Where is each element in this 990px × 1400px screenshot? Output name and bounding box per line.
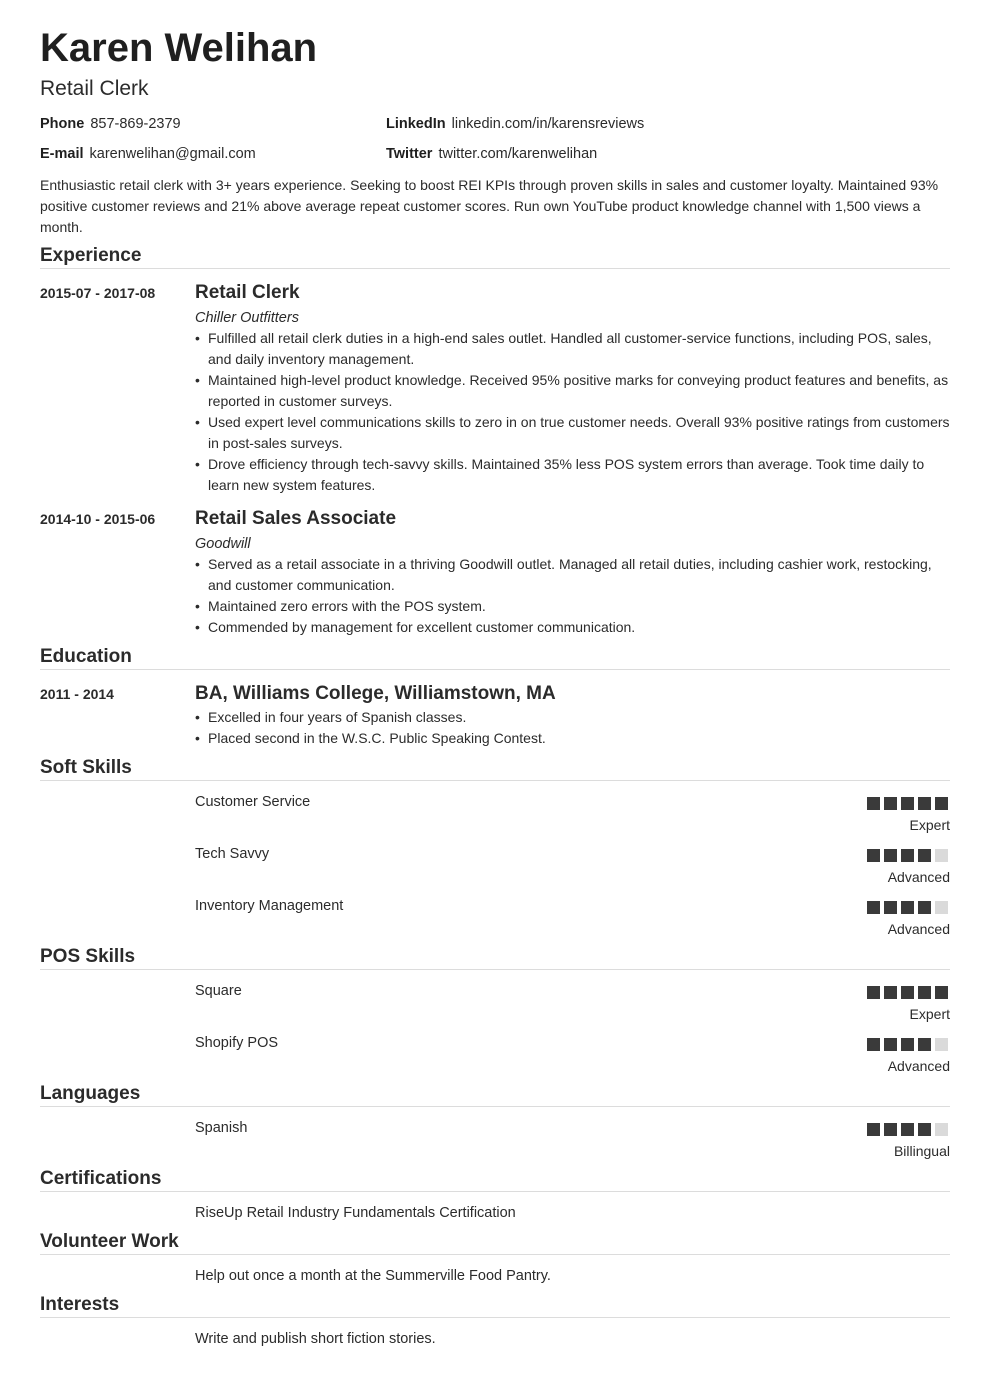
rating-square-filled — [935, 986, 948, 999]
skill-rating — [867, 797, 948, 810]
section-divider — [40, 1106, 950, 1107]
section-divider — [40, 669, 950, 670]
rating-square-filled — [867, 901, 880, 914]
list-item: • Used expert level communications skills to zero in on true customer needs. Overall 93% positive ratings from customers in post-sales surveys. — [195, 412, 955, 454]
rating-square-filled — [867, 1123, 880, 1136]
contact-email — [40, 145, 256, 163]
skill-name: Tech Savvy — [195, 846, 270, 862]
education-degree: BA, Williams College, Williamstown, MA — [195, 683, 556, 704]
job-bullets — [195, 554, 955, 638]
contact-linkedin — [386, 115, 644, 133]
section-title-soft-skills: Soft Skills — [40, 757, 132, 778]
rating-square-empty — [935, 849, 948, 862]
skill-rating — [867, 901, 948, 914]
email-value[interactable]: karenwelihan@gmail.com — [89, 146, 256, 162]
resume-role: Retail Clerk — [40, 77, 149, 100]
section-divider — [40, 1317, 950, 1318]
rating-square-filled — [918, 986, 931, 999]
list-item: • Drove efficiency through tech-savvy skills. Maintained 35% less POS system errors than average. Took time daily to learn new system features. — [195, 454, 955, 496]
rating-square-empty — [935, 1038, 948, 1051]
list-item: • Placed second in the W.S.C. Public Speaking Contest. — [195, 728, 955, 749]
list-item: • Maintained zero errors with the POS system. — [195, 596, 955, 617]
section-title-interests: Interests — [40, 1294, 120, 1315]
list-item: • Commended by management for excellent customer communication. — [195, 617, 955, 638]
rating-square-filled — [884, 849, 897, 862]
resume-name: Karen Welihan — [40, 26, 318, 70]
skill-level: Expert — [909, 1006, 950, 1022]
rating-square-filled — [867, 797, 880, 810]
section-title-languages: Languages — [40, 1083, 141, 1104]
section-divider — [40, 969, 950, 970]
section-title-education: Education — [40, 646, 132, 667]
contact-phone — [40, 115, 181, 133]
education-bullets — [195, 707, 955, 749]
skill-level: Advanced — [887, 869, 950, 885]
rating-square-filled — [918, 849, 931, 862]
language-rating — [867, 1123, 948, 1136]
certification-item: RiseUp Retail Industry Fundamentals Certification — [195, 1205, 516, 1221]
skill-rating — [867, 849, 948, 862]
section-divider — [40, 780, 950, 781]
linkedin-label: LinkedIn — [386, 116, 446, 132]
list-item: • Served as a retail associate in a thriving Goodwill outlet. Managed all retail duties, including cashier work, restocking, and customer communication. — [195, 554, 955, 596]
rating-square-filled — [918, 797, 931, 810]
job-dates: 2014-10 - 2015-06 — [40, 511, 156, 527]
section-divider — [40, 268, 950, 269]
list-item: • Excelled in four years of Spanish classes. — [195, 707, 955, 728]
section-title-pos-skills: POS Skills — [40, 946, 136, 967]
summary-text: Enthusiastic retail clerk with 3+ years experience. Seeking to boost REI KPIs through proven skills in sales and customer loyalty. Maintained 93% positive customer reviews and 21% above average repeat customer scores. Run own YouTube product knowledge channel with 1,500 views a month. — [40, 177, 939, 235]
phone-label: Phone — [40, 116, 85, 132]
list-item: • Fulfilled all retail clerk duties in a high-end sales outlet. Handled all customer-service functions, including POS, sales, and daily inventory management. — [195, 328, 955, 370]
job-bullets — [195, 328, 955, 496]
job-title: Retail Sales Associate — [195, 508, 397, 529]
rating-square-filled — [884, 901, 897, 914]
skill-name: Square — [195, 983, 242, 999]
job-company: Chiller Outfitters — [195, 310, 299, 326]
skill-level: Advanced — [887, 1058, 950, 1074]
section-title-volunteer: Volunteer Work — [40, 1231, 179, 1252]
education-dates: 2011 - 2014 — [40, 686, 114, 702]
rating-square-filled — [935, 797, 948, 810]
rating-square-filled — [867, 986, 880, 999]
list-item: • Maintained high-level product knowledge. Received 95% positive marks for conveying product features and benefits, as reported in customer surveys. — [195, 370, 955, 412]
section-divider — [40, 1254, 950, 1255]
section-title-experience: Experience — [40, 245, 142, 266]
twitter-value[interactable]: twitter.com/karenwelihan — [438, 146, 598, 162]
rating-square-empty — [935, 901, 948, 914]
section-title-certifications: Certifications — [40, 1168, 162, 1189]
skill-rating — [867, 986, 948, 999]
skill-level: Expert — [909, 817, 950, 833]
skill-name: Inventory Management — [195, 898, 344, 914]
language-name: Spanish — [195, 1120, 248, 1136]
rating-square-filled — [901, 849, 914, 862]
rating-square-filled — [901, 797, 914, 810]
rating-square-filled — [884, 986, 897, 999]
rating-square-filled — [901, 1123, 914, 1136]
rating-square-filled — [918, 1123, 931, 1136]
rating-square-filled — [901, 1038, 914, 1051]
phone-value: 857-869-2379 — [90, 116, 181, 132]
rating-square-filled — [901, 901, 914, 914]
rating-square-filled — [901, 986, 914, 999]
job-company: Goodwill — [195, 536, 251, 552]
contact-twitter — [386, 145, 597, 163]
linkedin-value[interactable]: linkedin.com/in/karensreviews — [451, 116, 645, 132]
interest-item: Write and publish short fiction stories. — [195, 1331, 436, 1347]
rating-square-filled — [867, 849, 880, 862]
volunteer-item: Help out once a month at the Summerville Food Pantry. — [195, 1268, 551, 1284]
rating-square-filled — [867, 1038, 880, 1051]
job-dates: 2015-07 - 2017-08 — [40, 285, 156, 301]
twitter-label: Twitter — [386, 146, 433, 162]
rating-square-filled — [918, 901, 931, 914]
email-label: E-mail — [40, 146, 84, 162]
skill-rating — [867, 1038, 948, 1051]
language-level: Billingual — [893, 1143, 950, 1159]
skill-name: Customer Service — [195, 794, 311, 810]
skill-level: Advanced — [887, 921, 950, 937]
rating-square-filled — [884, 1038, 897, 1051]
skill-name: Shopify POS — [195, 1035, 279, 1051]
rating-square-filled — [884, 797, 897, 810]
rating-square-empty — [935, 1123, 948, 1136]
job-title: Retail Clerk — [195, 282, 300, 303]
section-divider — [40, 1191, 950, 1192]
rating-square-filled — [918, 1038, 931, 1051]
rating-square-filled — [884, 1123, 897, 1136]
